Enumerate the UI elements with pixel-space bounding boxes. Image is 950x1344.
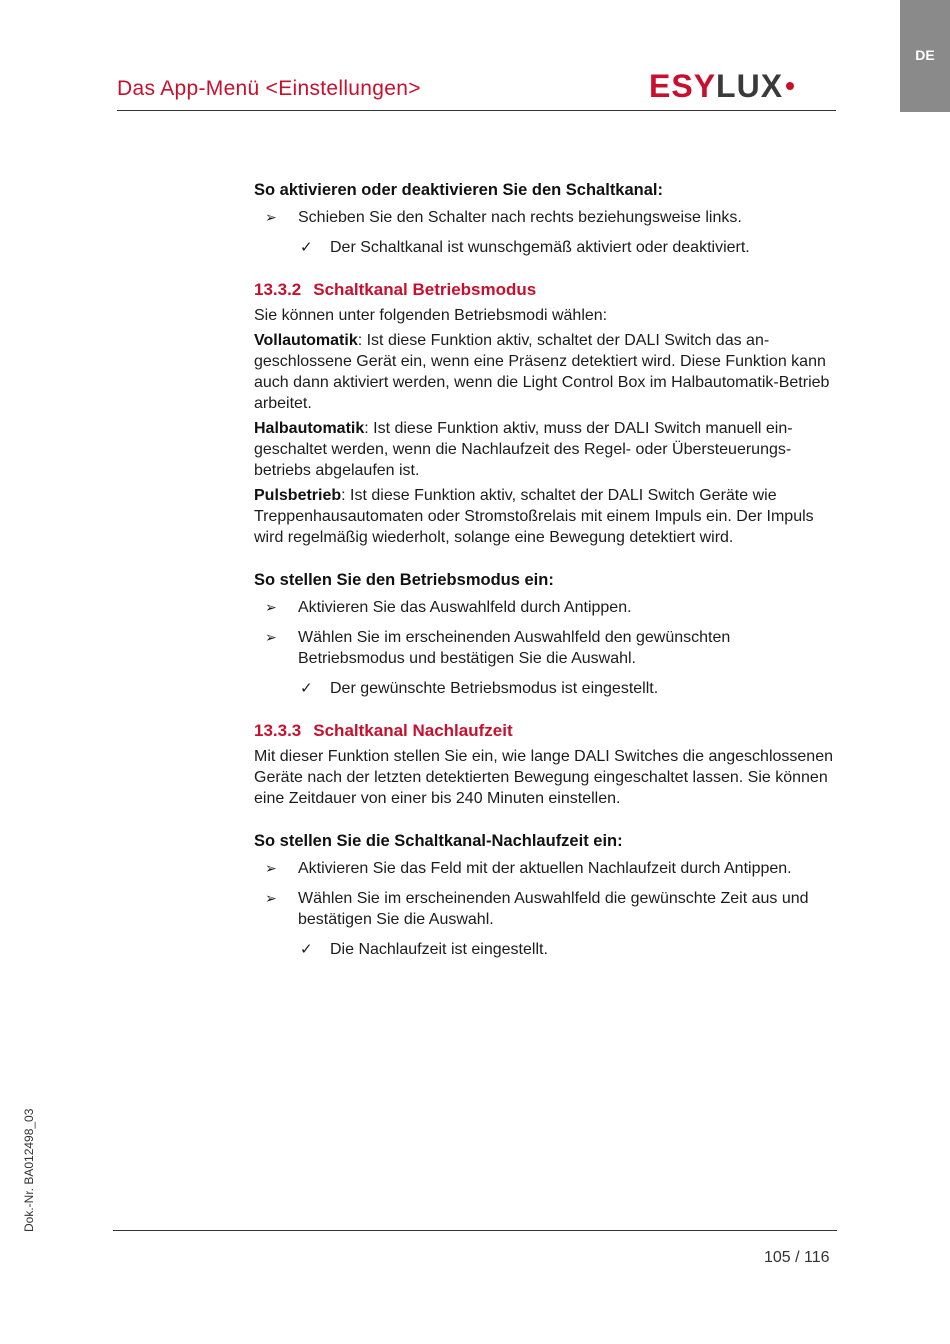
arrow-bullet-icon: ➢	[265, 629, 277, 645]
step-text: Aktivieren Sie das Auswahlfeld durch Antippen.	[298, 599, 632, 616]
instruction-result	[253, 237, 836, 258]
instruction-step	[253, 597, 836, 618]
footer-divider	[113, 1230, 837, 1231]
checkmark-icon: ✓	[300, 941, 313, 958]
step-text: Aktivieren Sie das Feld mit der aktuellen Nachlaufzeit durch Antippen.	[298, 860, 792, 877]
arrow-bullet-icon: ➢	[265, 599, 277, 615]
mode-description	[254, 485, 836, 548]
instruction-step	[253, 888, 836, 930]
section-heading	[254, 720, 836, 741]
checkmark-icon: ✓	[300, 239, 313, 256]
mode-text: : Ist diese Funktion aktiv, schaltet der DALI Switch Geräte wie Treppenhausautomaten oder Stromstoßrelais mit einem Impuls ein. Der Impuls wird regelmäßig wiederholt, solange eine Bewegung detektiert wird.	[254, 487, 814, 546]
section-intro: Mit dieser Funktion stellen Sie ein, wie lange DALI Switches die angeschlossenen Geräte nach der letzten detektierten Bewegung eingeschaltet lassen. Sie können eine Zeitdauer von einer bis 240 Minuten einstellen.	[254, 748, 833, 807]
result-text: Der gewünschte Betriebsmodus ist eingestellt.	[330, 680, 659, 697]
esylux-logo	[649, 70, 794, 102]
mode-text: : Ist diese Funktion aktiv, muss der DALI Switch manuell eingeschaltet werden, wenn die Nachlaufzeit des Regel- oder Übersteuerungsbetriebs abgelaufen ist.	[254, 420, 793, 479]
step-text: Wählen Sie im erscheinenden Auswahlfeld die gewünschte Zeit aus und bestätigen Sie die Auswahl.	[298, 890, 809, 928]
main-content	[254, 180, 836, 969]
document-number: Dok.-Nr. BA012498_03	[22, 1108, 36, 1232]
arrow-bullet-icon: ➢	[265, 890, 277, 906]
instruction-result	[253, 939, 836, 960]
instruction-heading: So stellen Sie den Betriebsmodus ein:	[254, 571, 554, 589]
arrow-bullet-icon: ➢	[265, 860, 277, 876]
step-text: Wählen Sie im erscheinenden Auswahlfeld den gewünschten Betriebsmodus und bestätigen Sie die Auswahl.	[298, 629, 731, 667]
header-divider	[117, 110, 836, 111]
section-intro: Sie können unter folgenden Betriebsmodi wählen:	[254, 307, 608, 324]
mode-label: Vollautomatik	[254, 332, 358, 349]
logo-dot-icon	[786, 82, 794, 90]
step-text: Schieben Sie den Schalter nach rechts beziehungsweise links.	[298, 209, 742, 226]
section-title: Schaltkanal Betriebsmodus	[313, 280, 537, 299]
instruction-step	[253, 207, 836, 228]
result-text: Die Nachlaufzeit ist eingestellt.	[330, 941, 548, 958]
section-number: 13.3.2	[254, 280, 302, 299]
section-heading	[254, 279, 836, 300]
logo-secondary: LUX	[716, 68, 784, 104]
instruction-step	[253, 858, 836, 879]
mode-description	[254, 330, 836, 414]
instruction-result	[253, 678, 836, 699]
arrow-bullet-icon: ➢	[265, 209, 277, 225]
result-text: Der Schaltkanal ist wunschgemäß aktiviert oder deaktiviert.	[330, 239, 750, 256]
section-number: 13.3.3	[254, 721, 302, 740]
instruction-step	[253, 627, 836, 669]
mode-label: Pulsbetrieb	[254, 487, 342, 504]
page-header-title: Das App-Menü <Einstellungen>	[117, 77, 421, 100]
logo-primary: ESY	[649, 68, 717, 104]
instruction-heading: So stellen Sie die Schaltkanal-Nachlaufzeit ein:	[254, 832, 623, 850]
mode-label: Halbautomatik	[254, 420, 365, 437]
instruction-heading: So aktivieren oder deaktivieren Sie den Schaltkanal:	[254, 181, 663, 199]
page-number: 105 / 116	[764, 1249, 830, 1266]
checkmark-icon: ✓	[300, 680, 313, 697]
language-tab: DE	[900, 0, 950, 112]
section-title: Schaltkanal Nachlaufzeit	[313, 721, 513, 740]
mode-description	[254, 418, 836, 481]
mode-text: : Ist diese Funktion aktiv, schaltet der DALI Switch das angeschlossene Gerät ein, wenn eine Präsenz detektiert wird. Diese Funktion kann auch dann aktiviert werden, wenn die Light Control Box im Halbautomatik-Betrieb arbeitet.	[254, 332, 830, 412]
